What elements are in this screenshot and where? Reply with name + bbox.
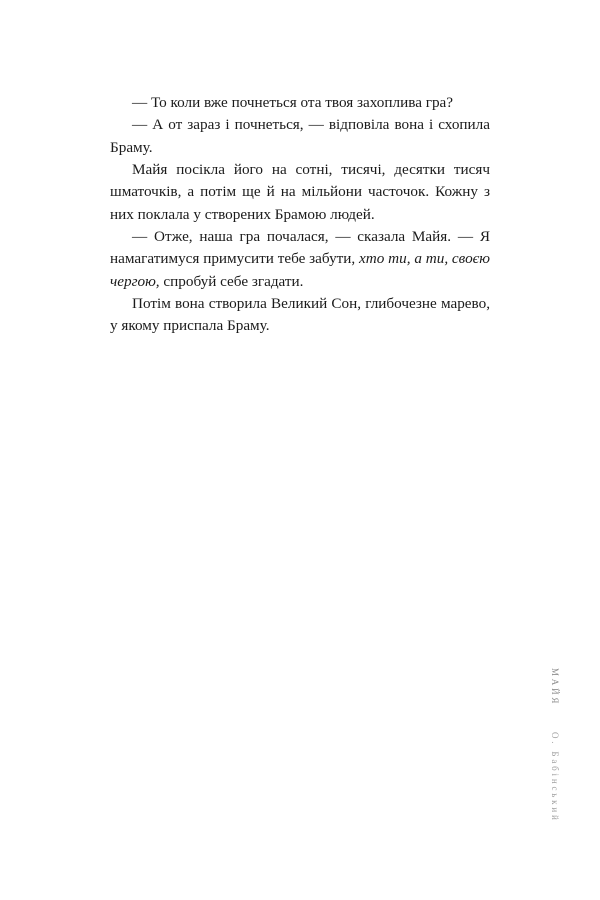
body-text [110, 92, 490, 338]
running-head-author: О. Бабінський [550, 732, 560, 823]
running-head-title: МАЙЯ [550, 668, 560, 707]
paragraph-text-after-emphasis: спробуй себе згадати. [159, 272, 304, 290]
paragraph: Майя посікла його на сотні, тисячі, десятки тисяч шматочків, а потім ще й на мільйони часточок. Кожну з них поклала у створених Брамою людей. [110, 161, 490, 223]
paragraph-with-emphasis [110, 226, 490, 293]
paragraph: Потім вона створила Великий Сон, глибочезне марево, у якому приспала Браму. [110, 295, 490, 335]
running-head [550, 668, 560, 823]
paragraph: — А от зараз і почнеться, — відповіла вона і схопила Браму. [110, 116, 490, 156]
paragraph: — То коли вже почнеться ота твоя захоплива гра? [132, 94, 454, 111]
paragraph-text-before-emphasis: — Отже, наша гра почалася, — сказала Майя. — Я намагатимуся примусити тебе забути, [110, 228, 490, 268]
emphasized-text: хто ти, а ти, своєю чергою, [110, 250, 490, 290]
